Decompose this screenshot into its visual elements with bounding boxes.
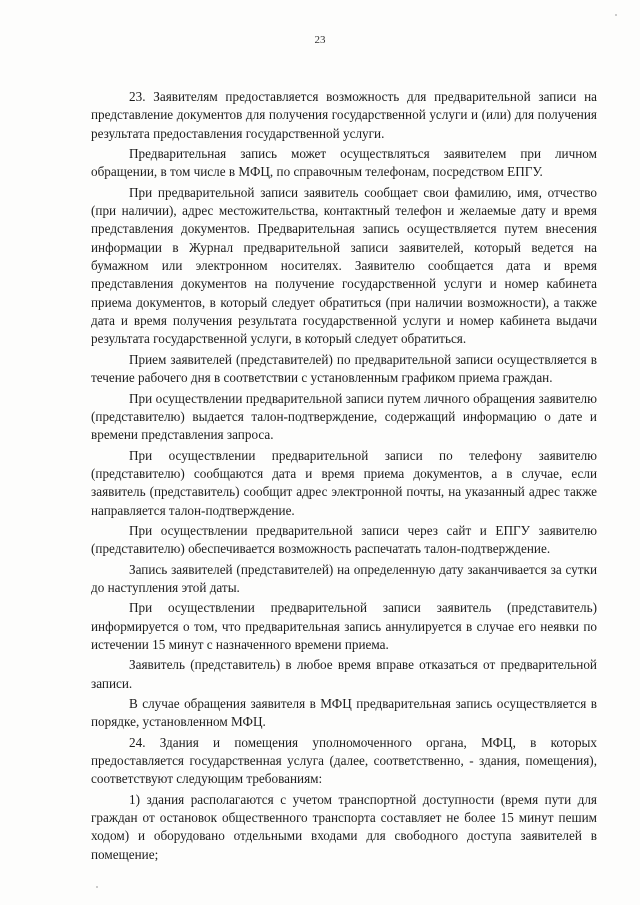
paragraph-24-requirements: 24. Здания и помещения уполномоченного органа, МФЦ, в которых предоставляется государственная услуга (далее, соответственно, - здания, помещения), соответствуют следующим требованиям:	[91, 734, 597, 787]
scan-speck	[615, 14, 617, 16]
paragraph-booking-deadline: Запись заявителей (представителей) на определенную дату заканчивается за сутки до наступления этой даты.	[91, 561, 597, 595]
paragraph-requirement-1: 1) здания располагаются с учетом транспортной доступности (время пути для граждан от остановок общественного транспорта составляет не более 15 минут пешим ходом) и оборудовано отдельными входами для свободного доступа заявителей в помещение;	[91, 791, 597, 862]
paragraph-phone-booking: При осуществлении предварительной записи по телефону заявителю (представителю) сообщаются дата и время приема документов, а в случае, если заявитель (представитель) сообщит адрес электронной почты, на указанный адрес также направляется талон-подтверждение.	[91, 447, 597, 518]
paragraph-online-booking: При осуществлении предварительной записи через сайт и ЕПГУ заявителю (представителю) обеспечивается возможность распечатать талон-подтверждение.	[91, 522, 597, 557]
paragraph-mfc-booking: В случае обращения заявителя в МФЦ предварительная запись осуществляется в порядке, установленном МФЦ.	[91, 696, 597, 730]
document-body	[91, 88, 597, 864]
page-number: 23	[314, 34, 326, 46]
paragraph-cancellation-notice: При осуществлении предварительной записи заявитель (представитель) информируется о том, что предварительная запись аннулируется в случае его неявки по истечении 15 минут с назначенного времени приема.	[91, 600, 597, 652]
paragraph-reception-schedule: Прием заявителей (представителей) по предварительной записи осуществляется в течение рабочего дня в соответствии с установленным графиком приема граждан.	[91, 351, 597, 386]
paragraph-booking-details: При предварительной записи заявитель сообщает свои фамилию, имя, отчество (при наличии), адрес местожительства, контактный телефон и желаемые дату и время представления документов. Предварительная запись осуществляется путем внесения информации в Журнал предварительной записи заявителей, который ведется на бумажном или электронном носителях. Заявителю сообщается дата и время представления документов на получение государственной услуги и номер кабинета приема документов, в который следует обратиться (при наличии возможности), а также дата и время получения результата государственной услуги и номер кабинета выдачи результата государственной услуги, в который следует обратиться.	[91, 184, 597, 347]
paragraph-booking-channels: Предварительная запись может осуществляться заявителем при личном обращении, в том числе в МФЦ, по справочным телефонам, посредством ЕПГУ.	[91, 146, 597, 180]
paragraph-23-intro: 23. Заявителям предоставляется возможность для предварительной записи на представление документов для получения государственной услуги и (или) для получения результата предоставления государственной услуги.	[91, 89, 597, 141]
scan-speck	[96, 886, 98, 888]
paragraph-personal-visit: При осуществлении предварительной записи путем личного обращения заявителю (представителю) выдается талон-подтверждение, содержащий информацию о дате и времени представления запроса.	[91, 390, 597, 443]
paragraph-right-to-cancel: Заявитель (представитель) в любое время вправе отказаться от предварительной записи.	[91, 657, 597, 691]
